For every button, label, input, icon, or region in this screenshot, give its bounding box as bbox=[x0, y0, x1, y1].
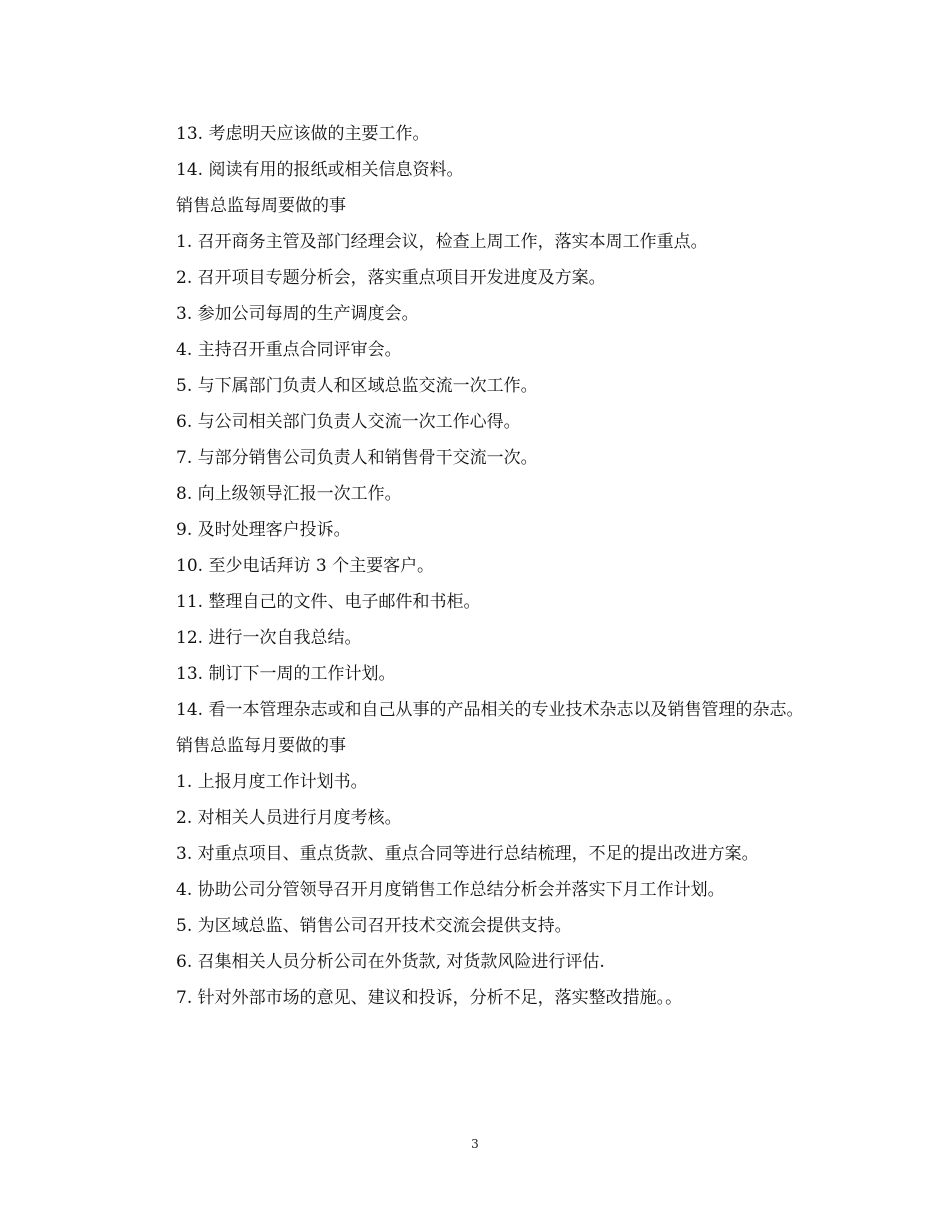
document-body bbox=[142, 116, 812, 1016]
paragraph: 13. 制订下一周的工作计划。 bbox=[176, 664, 396, 684]
section-heading-weekly: 销售总监每周要做的事 bbox=[176, 196, 346, 216]
paragraph: 11. 整理自己的文件、电子邮件和书柜。 bbox=[176, 592, 481, 612]
page-number: 3 bbox=[471, 1137, 479, 1151]
paragraph: 5. 为区域总监、销售公司召开技术交流会提供支持。 bbox=[176, 916, 572, 936]
paragraph: 8. 向上级领导汇报一次工作。 bbox=[176, 484, 402, 504]
paragraph: 13. 考虑明天应该做的主要工作。 bbox=[176, 124, 430, 144]
section-heading-monthly: 销售总监每月要做的事 bbox=[176, 736, 346, 756]
paragraph: 14. 看一本管理杂志或和自己从事的产品相关的专业技术杂志以及销售管理的杂志。 bbox=[176, 700, 804, 720]
paragraph: 12. 进行一次自我总结。 bbox=[176, 628, 362, 648]
paragraph: 4. 协助公司分管领导召开月度销售工作总结分析会并落实下月工作计划。 bbox=[176, 880, 725, 900]
paragraph: 1. 召开商务主管及部门经理会议，检查上周工作，落实本周工作重点。 bbox=[176, 232, 708, 252]
paragraph: 7. 与部分销售公司负责人和销售骨干交流一次。 bbox=[176, 448, 538, 468]
paragraph: 6. 召集相关人员分析公司在外货款, 对货款风险进行评估. bbox=[176, 952, 605, 972]
paragraph: 6. 与公司相关部门负责人交流一次工作心得。 bbox=[176, 412, 521, 432]
paragraph: 14. 阅读有用的报纸或相关信息资料。 bbox=[176, 160, 464, 180]
paragraph: 9. 及时处理客户投诉。 bbox=[176, 520, 351, 540]
paragraph: 1. 上报月度工作计划书。 bbox=[176, 772, 368, 792]
paragraph: 5. 与下属部门负责人和区域总监交流一次工作。 bbox=[176, 376, 538, 396]
paragraph: 4. 主持召开重点合同评审会。 bbox=[176, 340, 402, 360]
paragraph: 3. 参加公司每周的生产调度会。 bbox=[176, 304, 419, 324]
paragraph: 10. 至少电话拜访 3 个主要客户。 bbox=[176, 556, 435, 576]
paragraph: 2. 对相关人员进行月度考核。 bbox=[176, 808, 402, 828]
paragraph: 2. 召开项目专题分析会，落实重点项目开发进度及方案。 bbox=[176, 268, 606, 288]
paragraph: 3. 对重点项目、重点货款、重点合同等进行总结梳理，不足的提出改进方案。 bbox=[176, 844, 759, 864]
paragraph: 7. 针对外部市场的意见、建议和投诉，分析不足，落实整改措施。。 bbox=[176, 988, 683, 1008]
